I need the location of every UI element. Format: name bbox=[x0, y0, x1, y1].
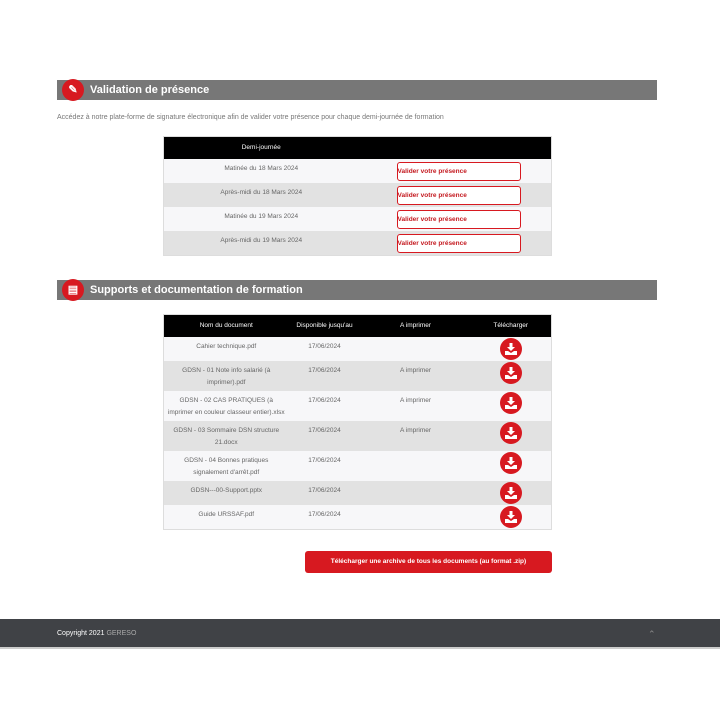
documents-section-header bbox=[57, 280, 657, 300]
table-row bbox=[164, 481, 552, 505]
document-name: GDSN - 03 Sommaire DSN structure 21.docx bbox=[164, 421, 289, 451]
download-cell bbox=[471, 391, 552, 421]
validate-presence-button[interactable]: Valider votre présence bbox=[397, 186, 521, 205]
download-icon[interactable] bbox=[500, 452, 522, 474]
download-icon[interactable] bbox=[500, 338, 522, 360]
button-cell bbox=[359, 183, 552, 207]
half-day-label: Après-midi du 19 Mars 2024 bbox=[164, 231, 359, 256]
column-header: Nom du document bbox=[164, 315, 289, 337]
column-header: A imprimer bbox=[361, 315, 471, 337]
footer-brand-link[interactable]: GERESO bbox=[106, 630, 137, 637]
download-cell bbox=[471, 505, 552, 530]
print-flag bbox=[361, 337, 471, 361]
validation-intro: Accédez à notre plate-forme de signature électronique afin de valider votre présence pour chaque demi-journée de formation bbox=[57, 114, 444, 121]
footer bbox=[0, 619, 720, 649]
column-header: Disponible jusqu'au bbox=[289, 315, 361, 337]
button-cell bbox=[359, 231, 552, 256]
download-cell bbox=[471, 481, 552, 505]
validate-presence-button[interactable]: Valider votre présence bbox=[397, 210, 521, 229]
table-row bbox=[164, 231, 552, 256]
print-flag bbox=[361, 451, 471, 481]
table-row bbox=[164, 505, 552, 530]
button-cell bbox=[359, 159, 552, 183]
print-flag: A imprimer bbox=[361, 421, 471, 451]
table-row bbox=[164, 421, 552, 451]
print-flag bbox=[361, 481, 471, 505]
print-flag: A imprimer bbox=[361, 361, 471, 391]
download-cell bbox=[471, 421, 552, 451]
copyright: Copyright 2021 bbox=[57, 630, 105, 637]
download-icon[interactable] bbox=[500, 422, 522, 444]
download-cell bbox=[471, 451, 552, 481]
document-name: GDSN - 04 Bonnes pratiques signalement d'arrêt.pdf bbox=[164, 451, 289, 481]
download-cell bbox=[471, 361, 552, 391]
available-until: 17/06/2024 bbox=[289, 451, 361, 481]
table-row bbox=[164, 361, 552, 391]
button-cell bbox=[359, 207, 552, 231]
available-until: 17/06/2024 bbox=[289, 481, 361, 505]
download-icon[interactable] bbox=[500, 392, 522, 414]
half-day-label: Après-midi du 18 Mars 2024 bbox=[164, 183, 359, 207]
print-flag bbox=[361, 505, 471, 530]
table-row bbox=[164, 451, 552, 481]
book-icon: ▤ bbox=[62, 279, 84, 301]
section-title: Validation de présence bbox=[90, 84, 210, 96]
half-day-label: Matinée du 18 Mars 2024 bbox=[164, 159, 359, 183]
section-title: Supports et documentation de formation bbox=[90, 284, 303, 296]
document-name: GDSN - 02 CAS PRATIQUES (à imprimer en couleur classeur entier).xlsx bbox=[164, 391, 289, 421]
document-name: GDSN---00-Support.pptx bbox=[164, 481, 289, 505]
table-row bbox=[164, 159, 552, 183]
table-row bbox=[164, 207, 552, 231]
column-header: Demi-journée bbox=[164, 137, 359, 159]
available-until: 17/06/2024 bbox=[289, 421, 361, 451]
table-row bbox=[164, 337, 552, 361]
table-row bbox=[164, 391, 552, 421]
download-icon[interactable] bbox=[500, 482, 522, 504]
documents-table bbox=[163, 314, 552, 530]
validate-presence-button[interactable]: Valider votre présence bbox=[397, 234, 521, 253]
print-flag: A imprimer bbox=[361, 391, 471, 421]
document-name: Cahier technique.pdf bbox=[164, 337, 289, 361]
pencil-icon: ✎ bbox=[62, 79, 84, 101]
available-until: 17/06/2024 bbox=[289, 361, 361, 391]
download-icon[interactable] bbox=[500, 362, 522, 384]
document-name: Guide URSSAF.pdf bbox=[164, 505, 289, 530]
scroll-top-icon[interactable]: ⌃ bbox=[648, 629, 656, 639]
attendance-table bbox=[163, 136, 552, 256]
validate-presence-button[interactable]: Valider votre présence bbox=[397, 162, 521, 181]
document-name: GDSN - 01 Note info salarié (à imprimer).pdf bbox=[164, 361, 289, 391]
download-cell bbox=[471, 337, 552, 361]
download-zip-button[interactable]: Télécharger une archive de tous les documents (au format .zip) bbox=[305, 551, 552, 573]
available-until: 17/06/2024 bbox=[289, 337, 361, 361]
half-day-label: Matinée du 19 Mars 2024 bbox=[164, 207, 359, 231]
column-header: Télécharger bbox=[471, 315, 552, 337]
table-row bbox=[164, 183, 552, 207]
column-header-empty bbox=[359, 137, 552, 159]
available-until: 17/06/2024 bbox=[289, 391, 361, 421]
available-until: 17/06/2024 bbox=[289, 505, 361, 530]
validation-section-header bbox=[57, 80, 657, 100]
download-icon[interactable] bbox=[500, 506, 522, 528]
